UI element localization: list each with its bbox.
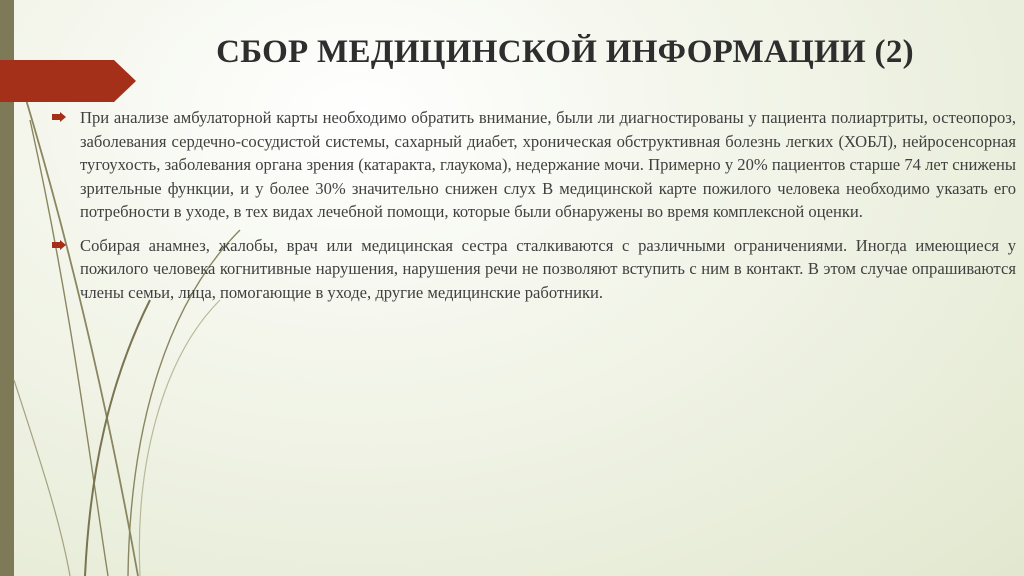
title-accent-arrow — [0, 60, 136, 102]
paragraph-1-text: При анализе амбулаторной карты необходимо обратить внимание, были ли диагностированы у пациента полиартриты, остеопороз, заболевания сердечно-сосудистой системы, сахарный диабет, хроническая обструктивная болезнь легких (ХОБЛ), нейросенсорная тугоухость, заболевания органа зрения (катаракта, глаукома), недержание мочи. Примерно у 20% пациентов старше 74 лет снижены зрительные функции, и у более 30% значительно снижен слух В медицинской карте пожилого человека необходимо указать его потребности в уходе, в тех видах лечебной помощи, которые были обнаружены во время комплексной оценки. — [80, 108, 1016, 221]
arrow-bullet-icon — [52, 112, 66, 122]
slide-content — [52, 106, 1016, 314]
paragraph-1 — [52, 106, 1016, 224]
paragraph-2 — [52, 234, 1016, 305]
arrow-bullet-icon — [52, 240, 66, 250]
slide-title: СБОР МЕДИЦИНСКОЙ ИНФОРМАЦИИ (2) — [216, 34, 914, 70]
paragraph-2-text: Собирая анамнез, жалобы, врач или медицинская сестра сталкиваются с различными ограничениями. Иногда имеющиеся у пожилого человека когнитивные нарушения, нарушения речи не позволяют вступить с ним в контакт. В этом случае опрашиваются члены семьи, лица, помогающие в уходе, другие медицинские работники. — [80, 235, 1016, 302]
